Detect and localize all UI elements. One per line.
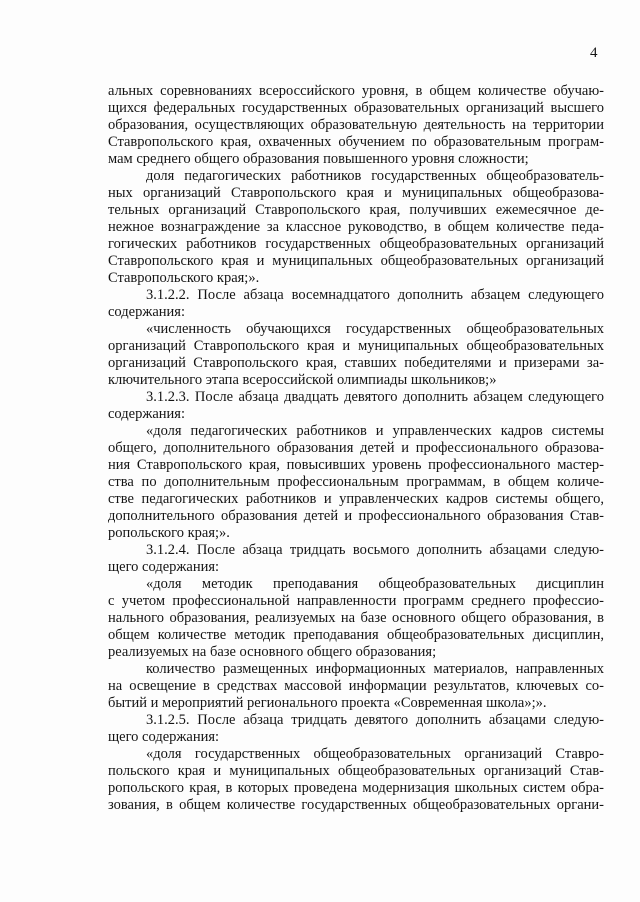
text-line: «доля государственных общеобразовательных организаций Ставро- [146, 746, 604, 762]
text-line: 3.1.2.5. После абзаца тридцать девятого дополнить абзацами следую- [146, 712, 604, 728]
text-line: доля педагогических работников государственных общеобразователь- [146, 168, 604, 184]
text-line: зования, в общем количестве государственных общеобразовательных органи- [108, 797, 604, 813]
text-line: 3.1.2.3. После абзаца двадцать девятого дополнить абзацем следующего [146, 389, 604, 405]
text-line: тельных организаций Ставропольского края, получивших ежемесячное де- [108, 202, 604, 218]
text-line: гогических работников государственных общеобразовательных организаций [108, 236, 604, 252]
text-line: Ставропольского края;». [108, 270, 260, 286]
text-line: щего содержания: [108, 559, 220, 575]
text-line: Ставропольского края, охваченных обучением по образовательным програм- [108, 134, 604, 150]
text-line: мам среднего общего образования повышенного уровня сложности; [108, 151, 529, 167]
text-line: реализуемых на базе основного общего образования; [108, 644, 437, 660]
text-line: «доля методик преподавания общеобразовательных дисциплин [146, 576, 604, 592]
text-line: ропольского края;». [108, 525, 230, 541]
text-line: содержания: [108, 406, 186, 422]
text-line: «доля педагогических работников и управленческих кадров системы [146, 423, 604, 439]
text-line: ния Ставропольского края, повысивших уровень профессионального мастер- [108, 457, 604, 473]
text-line: стве педагогических работников и управленческих кадров системы общего, [108, 491, 604, 507]
text-line: ных организаций Ставропольского края и муниципальных общеобразова- [108, 185, 604, 201]
text-line: организаций Ставропольского края и муниципальных общеобразовательных [108, 338, 604, 354]
text-line: щего содержания: [108, 729, 220, 745]
text-line: образования, осуществляющих образовательную деятельность на территории [108, 117, 604, 133]
text-line: «численность обучающихся государственных общеобразовательных [146, 321, 604, 337]
text-line: ропольского края, в которых проведена модернизация школьных систем обра- [108, 780, 604, 796]
text-line: бытий и мероприятий регионального проекта «Современная школа»;». [108, 695, 547, 711]
text-line: ключительного этапа всероссийской олимпиады школьников;» [108, 372, 497, 388]
page-number: 4 [590, 45, 598, 61]
text-line: с учетом профессиональной направленности программ среднего профессио- [108, 593, 604, 609]
text-line: общего, дополнительного образования детей и профессионального образова- [108, 440, 604, 456]
text-line: 3.1.2.4. После абзаца тридцать восьмого дополнить абзацами следую- [146, 542, 604, 558]
text-line: нального образования, реализуемых на базе основного общего образования, в [108, 610, 604, 626]
text-line: 3.1.2.2. После абзаца восемнадцатого дополнить абзацем следующего [146, 287, 604, 303]
text-line: дополнительного образования детей и профессионального образования Став- [108, 508, 604, 524]
text-line: организаций Ставропольского края, ставших победителями и призерами за- [108, 355, 604, 371]
text-line: на освещение в средствах массовой информации результатов, ключевых со- [108, 678, 604, 694]
text-line: Ставропольского края и муниципальных общеобразовательных организаций [108, 253, 604, 269]
text-line: альных соревнованиях всероссийского уровня, в общем количестве обучаю- [108, 83, 604, 99]
text-line: польского края и муниципальных общеобразовательных организаций Став- [108, 763, 604, 779]
text-line: общем количестве методик преподавания общеобразовательных дисциплин, [108, 627, 604, 643]
text-line: ства по дополнительным профессиональным программам, в общем количе- [108, 474, 604, 490]
text-line: количество размещенных информационных материалов, направленных [146, 661, 604, 677]
document-body [108, 83, 604, 814]
text-line: щихся федеральных государственных образовательных организаций высшего [108, 100, 604, 116]
text-line: содержания: [108, 304, 186, 320]
text-line: нежное вознаграждение за классное руководство, в общем количестве педа- [108, 219, 604, 235]
